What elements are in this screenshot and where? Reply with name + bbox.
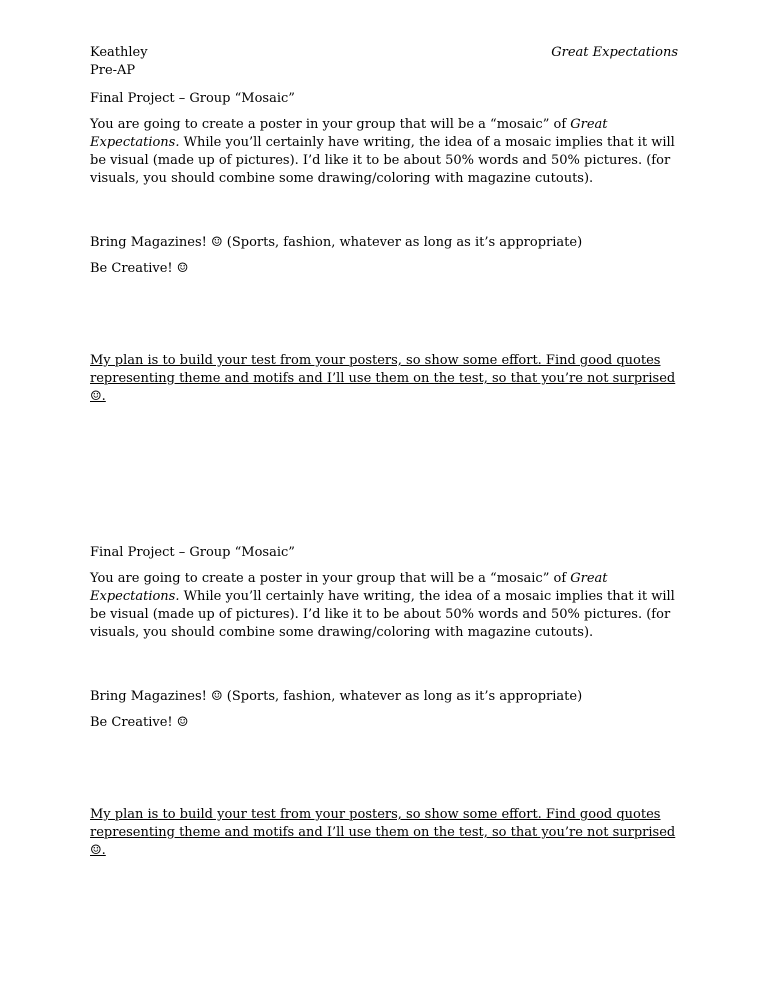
intro-text-start: You are going to create a poster in your group that will be a “mosaic” of (90, 117, 571, 132)
test-plan-note: My plan is to build your test from your posters, so show some effort. Find good quotes representing theme and motifs and I’ll use them on the test, so that you’re not surprised ☺. (90, 353, 676, 404)
author-name: Keathley (90, 45, 148, 60)
intro-book-title: Great Expectations. (90, 117, 608, 150)
be-creative-line: Be Creative! ☺ (90, 715, 189, 730)
bring-magazines-line: Bring Magazines! ☺ (Sports, fashion, whatever as long as it’s appropriate) (90, 689, 583, 704)
intro-text-end: While you’ll certainly have writing, the idea of a mosaic implies that it will be visual (made up of pictures). I’d like it to be about 50% words and 50% pictures. (for visuals, you should combine some drawing/coloring with magazine cutouts). (90, 135, 675, 186)
be-creative-line: Be Creative! ☺ (90, 261, 189, 276)
header-book-title: Great Expectations (551, 45, 678, 60)
intro-paragraph (90, 116, 682, 188)
header-left (90, 44, 148, 80)
test-plan-note: My plan is to build your test from your posters, so show some effort. Find good quotes representing theme and motifs and I’ll use them on the test, so that you’re not surprised ☺. (90, 807, 676, 858)
bring-magazines-line: Bring Magazines! ☺ (Sports, fashion, whatever as long as it’s appropriate) (90, 235, 583, 250)
intro-paragraph (90, 570, 682, 642)
intro-book-title: Great Expectations. (90, 571, 608, 604)
class-name: Pre-AP (90, 63, 136, 78)
section-title: Final Project – Group “Mosaic” (90, 545, 295, 560)
intro-text-end: While you’ll certainly have writing, the idea of a mosaic implies that it will be visual (made up of pictures). I’d like it to be about 50% words and 50% pictures. (for visuals, you should combine some drawing/coloring with magazine cutouts). (90, 589, 675, 640)
intro-text-start: You are going to create a poster in your group that will be a “mosaic” of (90, 571, 571, 586)
section-title: Final Project – Group “Mosaic” (90, 91, 295, 106)
